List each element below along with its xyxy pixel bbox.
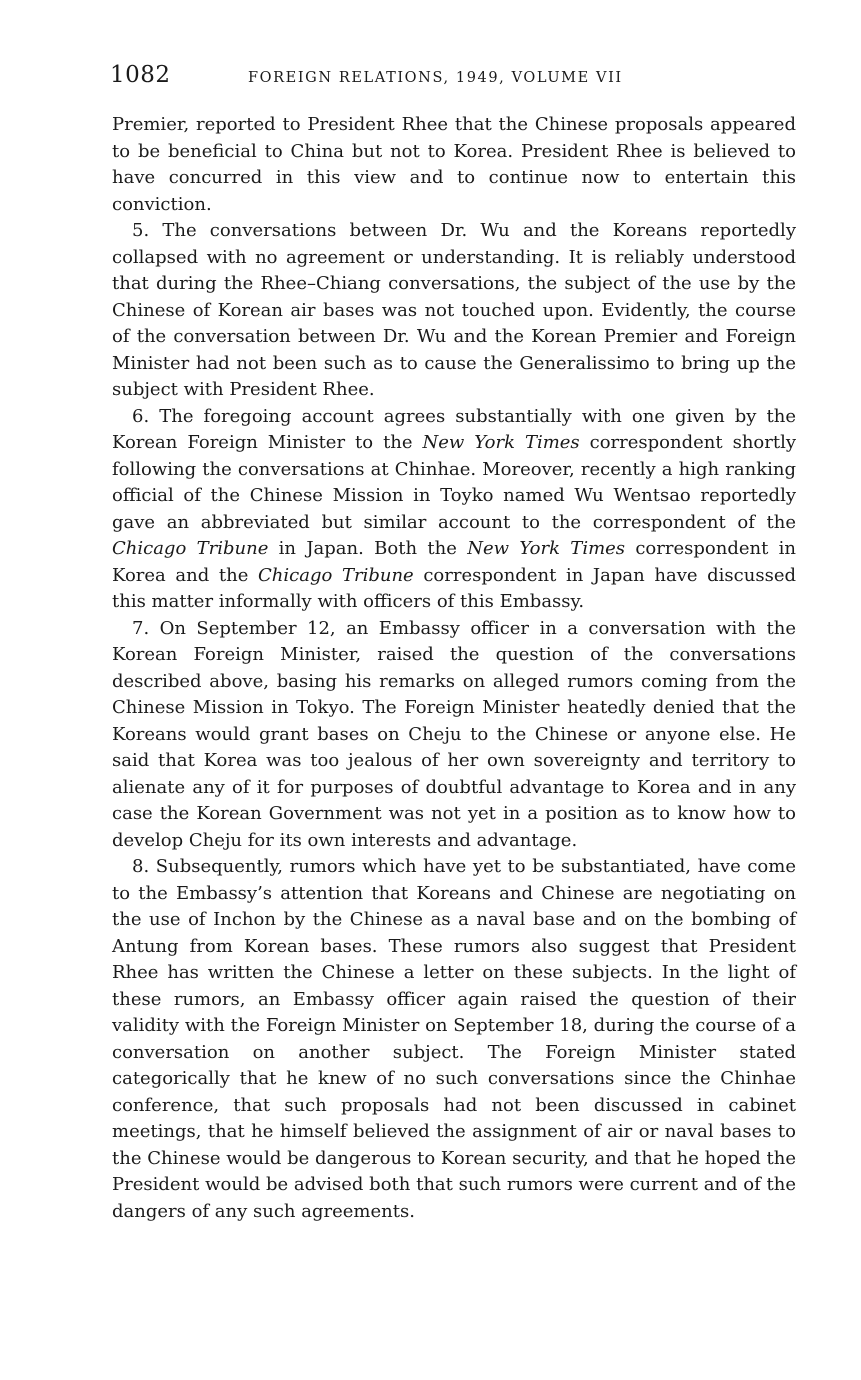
italic-title: New York Times [422, 432, 580, 453]
paragraph-number: 7. [132, 617, 150, 639]
italic-title: Chicago Tribune [112, 538, 269, 559]
text-segment: On September 12, an Embassy officer in a conversation with the Korean Foreign Minister, raised the question of the conversations described above, basing his remarks on alleged rumors coming from the Chinese Mission in Tokyo. The Foreign Minister heatedly denied that the Koreans would grant bases on Cheju to the Chinese or anyone else. He said that Korea was too jealous of her own sovereignty and territory to alienate any of it for purposes of doubtful advantage to Korea and in any case the Korean Government was not yet in a position as to know how to develop Cheju for its own interests and advantage. [112, 617, 796, 851]
text-segment: correspondent shortly following the conversations at Chinhae. Moreover, recently a high ranking official of the Chinese Mission in Toyko named Wu Wentsao reportedly gave an abbreviated but similar account to the correspondent of the [112, 432, 797, 533]
body-text [112, 112, 796, 1225]
running-head: FOREIGN RELATIONS, 1949, VOLUME VII [248, 70, 623, 86]
italic-title: New York Times [467, 538, 626, 559]
italic-title: Chicago Tribune [258, 564, 414, 586]
text-segment: correspondent in Japan have discussed this matter informally with officers of this Embassy. [112, 564, 796, 612]
page-number: 1082 [110, 62, 171, 88]
paragraph [112, 404, 796, 616]
paragraph-number: 5. [132, 220, 150, 241]
paragraph-number: 8. [132, 856, 150, 877]
text-segment: Premier, reported to President Rhee that the Chinese proposals appeared to be beneficial to China but not to Korea. President Rhee is believed to have concurred in this view and to continue now to entertain this conviction. [112, 114, 796, 215]
text-segment: in Japan. Both the [268, 538, 468, 559]
text-segment: Subsequently, rumors which have yet to be substantiated, have come to the Embassy’s attention that Koreans and Chinese are negotiating on the use of Inchon by the Chinese as a naval base and on the bombing of Antung from Korean bases. These rumors also suggest that President Rhee has written the Chinese a letter on these subjects. In the light of these rumors, an Embassy officer again raised the question of their validity with the Foreign Minister on September 18, during the course of a conversation on another subject. The Foreign Minister stated categorically that he knew of no such conversations since the Chinhae conference, that such proposals had not been discussed in cabinet meetings, that he himself believed the assignment of air or naval bases to the Chinese would be dangerous to Korean security, and that he hoped the President would be advised both that such rumors were current and of the dangers of any such agreements. [112, 856, 796, 1222]
paragraph [112, 854, 796, 1225]
text-segment: The foregoing account agrees substantially with one given by the Korean Foreign Minister to the [112, 405, 796, 453]
page-header [110, 58, 800, 98]
paragraph [112, 616, 796, 855]
paragraph [112, 218, 796, 404]
text-segment: The conversations between Dr. Wu and the Koreans reportedly collapsed with no agreement or understanding. It is reliably understood that during the Rhee–Chiang conversations, the subject of the use by the Chinese of Korean air bases was not touched upon. Evidently, the course of the conversation between Dr. Wu and the Korean Premier and Foreign Minister had not been such as to cause the Generalissimo to bring up the subject with President Rhee. [112, 220, 796, 400]
text-segment: correspondent in Korea and the [112, 538, 796, 586]
paragraph-number: 6. [132, 405, 150, 427]
paragraph [112, 112, 796, 218]
